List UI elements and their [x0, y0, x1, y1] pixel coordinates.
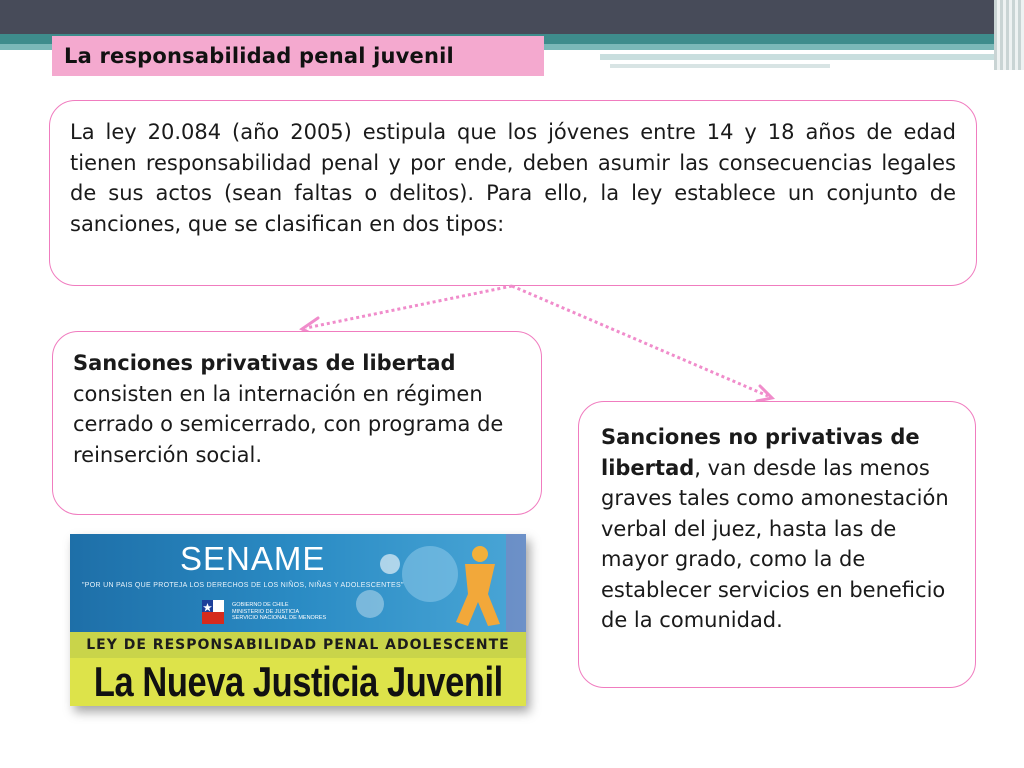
non-privative-heading: Sanciones no privativas de libertad [601, 425, 920, 480]
banner-law-strip [70, 632, 526, 658]
non-privative-sanctions-card [578, 401, 976, 688]
privative-body: consisten en la internación en régimen cerrado o semicerrado, con programa de reinserción social. [73, 381, 504, 467]
privative-text [73, 348, 527, 470]
privative-heading: Sanciones privativas de libertad [73, 351, 456, 375]
chile-crest-icon [202, 600, 224, 624]
gov-line-3: SERVICIO NACIONAL DE MENORES [232, 615, 327, 621]
non-privative-body: , van desde las menos graves tales como amonestación verbal del juez, hasta las de mayor grado, como la de establecer servicios en beneficio de la comunidad. [601, 455, 949, 632]
intro-text: La ley 20.084 (año 2005) estipula que los jóvenes entre 14 y 18 años de edad tienen responsabilidad penal y por ende, deben asumir las consecuencias legales de sus actos (sean faltas o delitos). Para ello, la ley establece un conjunto de sanciones, que se clasifican en dos tipos: [70, 120, 956, 236]
banner-headline: La Nueva Justicia Juvenil [93, 658, 503, 705]
government-caption [232, 602, 326, 622]
arrow-right-line [512, 286, 768, 396]
privative-sanctions-card [52, 331, 542, 515]
banner-slogan: "POR UN PAIS QUE PROTEJA LOS DERECHOS DE LOS NIÑOS, NIÑAS Y ADOLESCENTES" [82, 582, 404, 589]
banner-law-line: LEY DE RESPONSABILIDAD PENAL ADOLESCENTE [86, 637, 510, 653]
slide-title: La responsabilidad penal juvenil [64, 44, 454, 68]
non-privative-text [601, 422, 965, 636]
sename-logo-text: SENAME [180, 540, 326, 577]
banner-top [70, 534, 526, 632]
arrow-left-line [306, 286, 512, 328]
sename-banner-image [70, 534, 526, 706]
gov-line-2: MINISTERIO DE JUSTICIA [232, 608, 300, 615]
banner-headline-strip [70, 658, 526, 706]
gov-line-1: GOBIERNO DE CHILE [232, 602, 289, 608]
arrow-right-head [757, 386, 772, 401]
